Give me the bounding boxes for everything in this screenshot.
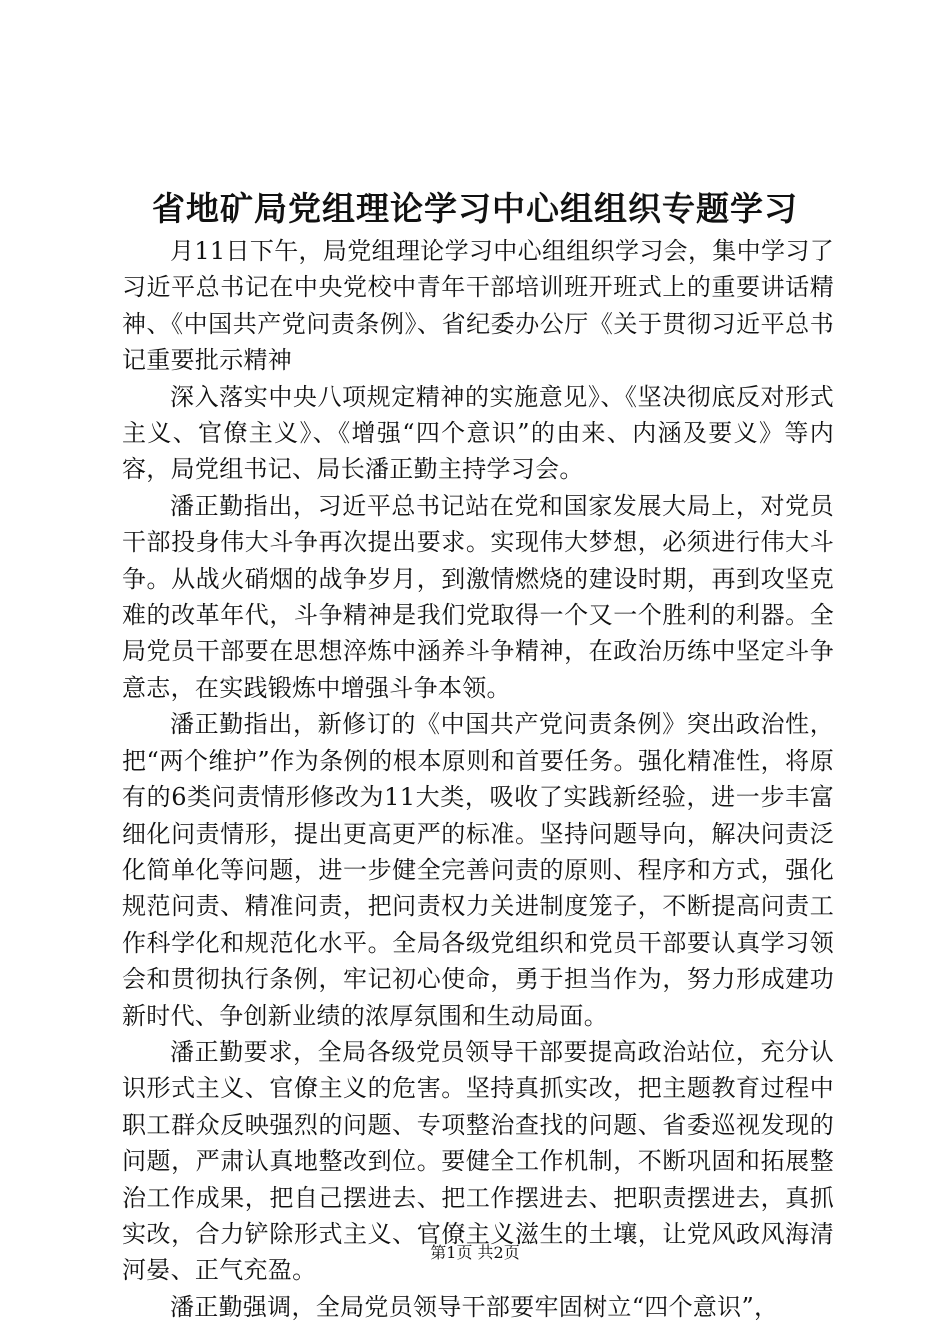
page-number-footer: 第1页 共2页 [430, 1243, 520, 1262]
document-body [122, 233, 834, 1325]
paragraph: 潘正勤指出，新修订的《中国共产党问责条例》突出政治性，把“两个维护”作为条例的根本原则和首要任务。强化精准性，将原有的6类问责情形修改为11大类，吸收了实践新经验，进一步丰富细化问责情形，提出更高更严的标准。坚持问题导向，解决问责泛化简单化等问题，进一步健全完善问责的原则、程序和方式，强化规范问责、精准问责，把问责权力关进制度笼子，不断提高问责工作科学化和规范化水平。全局各级党组织和党员干部要认真学习领会和贯彻执行条例，牢记初心使命，勇于担当作为，努力形成建功新时代、争创新业绩的浓厚氛围和生动局面。 [122, 710, 834, 1030]
document-title: 省地矿局党组理论学习中心组组织专题学习 [152, 189, 798, 228]
paragraph: 潘正勤强调，全局党员领导干部要牢固树立“四个意识”， [170, 1292, 779, 1321]
paragraph: 月11日下午，局党组理论学习中心组组织学习会，集中学习了习近平总书记在中央党校中青年干部培训班开班式上的重要讲话精神、《中国共产党问责条例》、省纪委办公厅《关于贯彻习近平总书记重要批示精神 [122, 237, 834, 375]
paragraph: 潘正勤要求，全局各级党员领导干部要提高政治站位，充分认识形式主义、官僚主义的危害。坚持真抓实改，把主题教育过程中职工群众反映强烈的问题、专项整治查找的问题、省委巡视发现的问题，严肃认真地整改到位。要健全工作机制，不断巩固和拓展整治工作成果，把自己摆进去、把工作摆进去、把职责摆进去，真抓实改，合力铲除形式主义、官僚主义滋生的土壤，让党风政风海清河晏、正气充盈。 [122, 1037, 834, 1285]
paragraph: 深入落实中央八项规定精神的实施意见》、《坚决彻底反对形式主义、官僚主义》、《增强“四个意识”的由来、内涵及要义》等内容，局党组书记、局长潘正勤主持学习会。 [122, 382, 834, 484]
paragraph: 潘正勤指出，习近平总书记站在党和国家发展大局上，对党员干部投身伟大斗争再次提出要求。实现伟大梦想，必须进行伟大斗争。从战火硝烟的战争岁月，到激情燃烧的建设时期，再到攻坚克难的改革年代，斗争精神是我们党取得一个又一个胜利的利器。全局党员干部要在思想淬炼中涵养斗争精神，在政治历练中坚定斗争意志，在实践锻炼中增强斗争本领。 [122, 491, 834, 702]
